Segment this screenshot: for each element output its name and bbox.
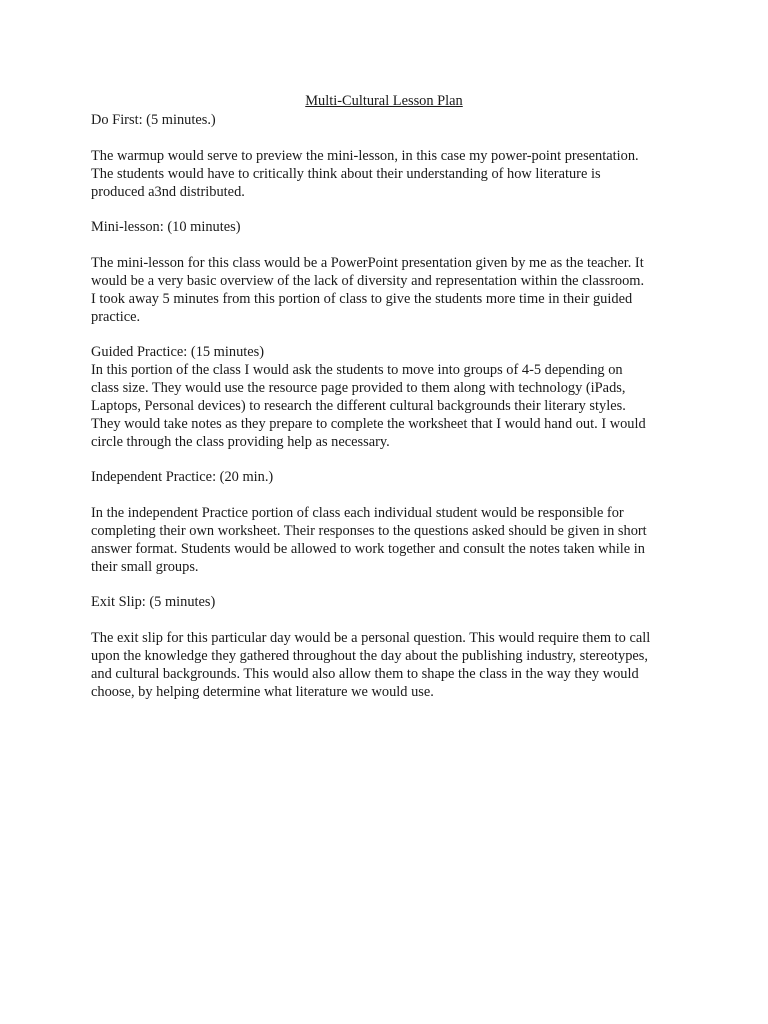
section-heading-text: Exit Slip: (5 minutes): [91, 594, 216, 610]
body-line: their small groups.: [91, 558, 199, 575]
section-body-independent-practice: [91, 505, 691, 577]
body-line: They would take notes as they prepare to complete the worksheet that I would hand out. I would: [91, 415, 646, 432]
section-heading-text: Mini-lesson: (10 minutes): [91, 219, 241, 235]
section-body-mini-lesson: [91, 255, 691, 327]
section-heading-independent-practice: [91, 469, 691, 487]
section-heading-do-first: [91, 112, 691, 130]
body-line: produced a3nd distributed.: [91, 183, 245, 200]
body-line: and cultural backgrounds. This would also allow them to shape the class in the way they would: [91, 665, 639, 682]
section-heading-text: Do First: (5 minutes.): [91, 112, 216, 128]
body-line: class size. They would use the resource page provided to them along with technology (iPads,: [91, 379, 626, 396]
section-heading-text: Independent Practice: (20 min.): [91, 469, 274, 485]
section-heading-text: Guided Practice: (15 minutes): [91, 344, 265, 360]
section-heading-guided-practice: [91, 344, 691, 362]
body-line: upon the knowledge they gathered throughout the day about the publishing industry, stereotypes,: [91, 647, 648, 664]
body-line: completing their own worksheet. Their responses to the questions asked should be given in short: [91, 522, 647, 539]
body-line: practice.: [91, 308, 141, 325]
section-body-exit-slip: [91, 630, 691, 702]
section-body-do-first: [91, 148, 691, 202]
body-line: answer format. Students would be allowed to work together and consult the notes taken while in: [91, 540, 645, 557]
body-line: The mini-lesson for this class would be a PowerPoint presentation given by me as the teacher. It: [91, 255, 644, 271]
section-heading-mini-lesson: [91, 219, 691, 237]
body-line: The students would have to critically think about their understanding of how literature is: [91, 165, 601, 182]
body-line: circle through the class providing help as necessary.: [91, 433, 390, 450]
body-line: The warmup would serve to preview the mini-lesson, in this case my power-point presentation.: [91, 148, 639, 164]
section-heading-exit-slip: [91, 594, 691, 612]
body-line: Laptops, Personal devices) to research the different cultural backgrounds their literary styles.: [91, 397, 626, 414]
body-line: choose, by helping determine what literature we would use.: [91, 683, 434, 700]
section-body-guided-practice: [91, 362, 691, 451]
body-line: would be a very basic overview of the lack of diversity and representation within the classroom.: [91, 272, 645, 289]
body-line: I took away 5 minutes from this portion of class to give the students more time in their guided: [91, 290, 633, 307]
body-line: In the independent Practice portion of class each individual student would be responsible for: [91, 505, 624, 521]
body-line: The exit slip for this particular day would be a personal question. This would require them to call: [91, 630, 651, 646]
document-title: Multi-Cultural Lesson Plan: [305, 93, 463, 109]
body-line: In this portion of the class I would ask the students to move into groups of 4-5 depending on: [91, 362, 623, 378]
